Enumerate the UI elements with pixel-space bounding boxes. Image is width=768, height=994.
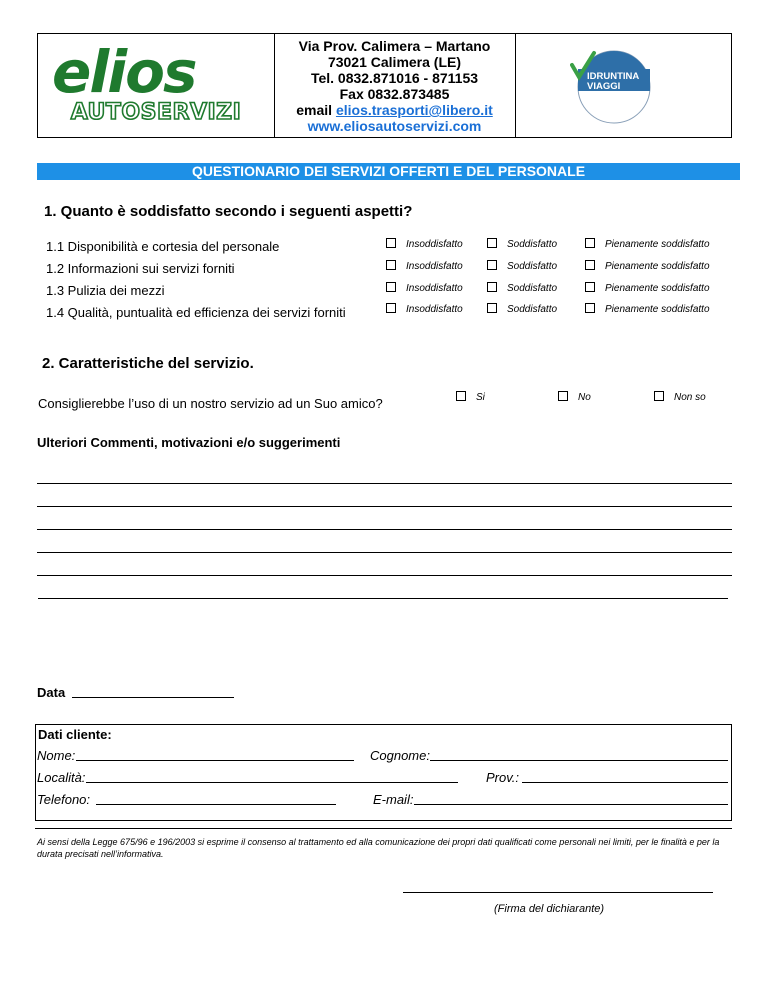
comment-line[interactable] [37,552,732,553]
autoservizi-logo-text: AUTOSERVIZI [70,100,242,125]
cognome-label: Cognome: [370,748,430,763]
prov-label: Prov.: [486,770,519,785]
option-label: Insoddisfatto [406,239,463,250]
checkbox-1-1-pienamente[interactable] [585,238,595,248]
section2-heading: 2. Caratteristiche del servizio. [42,355,254,372]
address-block [274,38,515,134]
prov-field[interactable] [522,782,728,783]
cognome-field[interactable] [430,760,728,761]
comment-line[interactable] [37,483,732,484]
nome-label: Nome: [37,748,76,763]
option-label: Pienamente soddisfatto [605,304,710,315]
logo-cell [38,34,275,137]
email-label: E-mail: [373,792,414,807]
item-1-2: 1.2 Informazioni sui servizi forniti [46,261,235,276]
address-fax: Fax 0832.873485 [339,86,450,102]
checkbox-1-3-pienamente[interactable] [585,282,595,292]
option-no-label: No [578,392,591,403]
option-label: Pienamente soddisfatto [605,261,710,272]
address-city: 73021 Calimera (LE) [327,54,462,70]
option-label: Insoddisfatto [406,261,463,272]
checkbox-1-3-soddisfatto[interactable] [487,282,497,292]
option-label: Pienamente soddisfatto [605,283,710,294]
email-link[interactable]: elios.trasporti@libero.it [335,102,493,118]
option-label: Soddisfatto [507,261,558,272]
option-si-label: Si [476,392,485,403]
option-label: Insoddisfatto [406,283,463,294]
checkbox-1-2-insoddisfatto[interactable] [386,260,396,270]
date-label: Data [37,685,66,700]
option-label: Soddisfatto [507,239,558,250]
signature-field[interactable] [403,892,713,893]
address-street: Via Prov. Calimera – Martano [298,38,491,54]
address-phone: Tel. 0832.871016 - 871153 [310,70,479,86]
email-field[interactable] [414,804,728,805]
item-1-3: 1.3 Pulizia dei mezzi [46,283,165,298]
website-link[interactable]: www.eliosautoservizi.com [307,118,482,134]
telefono-field[interactable] [96,804,336,805]
localita-field[interactable] [86,782,458,783]
option-label: Soddisfatto [507,283,558,294]
comment-line[interactable] [38,598,728,599]
section1-heading: 1. Quanto è soddisfatto secondo i seguenti aspetti? [44,203,413,220]
signature-label: (Firma del dichiarante) [494,903,605,915]
checkbox-1-2-pienamente[interactable] [585,260,595,270]
option-label: Pienamente soddisfatto [605,239,710,250]
checkbox-non-so[interactable] [654,391,664,401]
checkbox-no[interactable] [558,391,568,401]
header-table [37,33,732,138]
elios-logo: elios [52,38,196,106]
email-label: email [296,102,336,118]
idruntina-viaggi-logo [570,47,678,127]
item-1-4: 1.4 Qualità, puntualità ed efficienza dei servizi forniti [46,305,346,320]
privacy-text: Ai sensi della Legge 675/96 e 196/2003 si esprime il consenso al trattamento ed alla comunicazione dei propri dati qualificati come personali nei limiti, per le finalità e per la durata precisati nell’informativa. [37,837,720,859]
partner-logo-line2: VIAGGI [587,81,621,92]
recommend-question: Consiglierebbe l’uso di un nostro servizio ad un Suo amico? [38,396,383,411]
option-label: Soddisfatto [507,304,558,315]
comment-line[interactable] [37,506,732,507]
nome-field[interactable] [76,760,354,761]
date-field[interactable] [72,697,234,698]
checkbox-1-3-insoddisfatto[interactable] [386,282,396,292]
item-1-1: 1.1 Disponibilità e cortesia del personale [46,239,280,254]
comment-line[interactable] [37,575,732,576]
telefono-label: Telefono: [37,792,91,807]
checkbox-si[interactable] [456,391,466,401]
checkbox-1-4-insoddisfatto[interactable] [386,303,396,313]
comment-line[interactable] [37,529,732,530]
partner-logo-cell [515,34,732,137]
checkbox-1-1-insoddisfatto[interactable] [386,238,396,248]
checkbox-1-4-soddisfatto[interactable] [487,303,497,313]
partner-logo-line1: IDRUNTINA [587,71,640,82]
address-email-row [274,102,515,118]
checkbox-1-2-soddisfatto[interactable] [487,260,497,270]
client-heading: Dati cliente: [38,727,112,742]
option-label: Insoddisfatto [406,304,463,315]
checkbox-1-4-pienamente[interactable] [585,303,595,313]
privacy-divider [35,828,732,829]
localita-label: Località: [37,770,86,785]
option-non-so-label: Non so [674,392,706,403]
checkbox-1-1-soddisfatto[interactable] [487,238,497,248]
comments-heading: Ulteriori Commenti, motivazioni e/o suggerimenti [37,435,341,450]
questionnaire-title: QUESTIONARIO DEI SERVIZI OFFERTI E DEL PERSONALE [37,163,740,180]
